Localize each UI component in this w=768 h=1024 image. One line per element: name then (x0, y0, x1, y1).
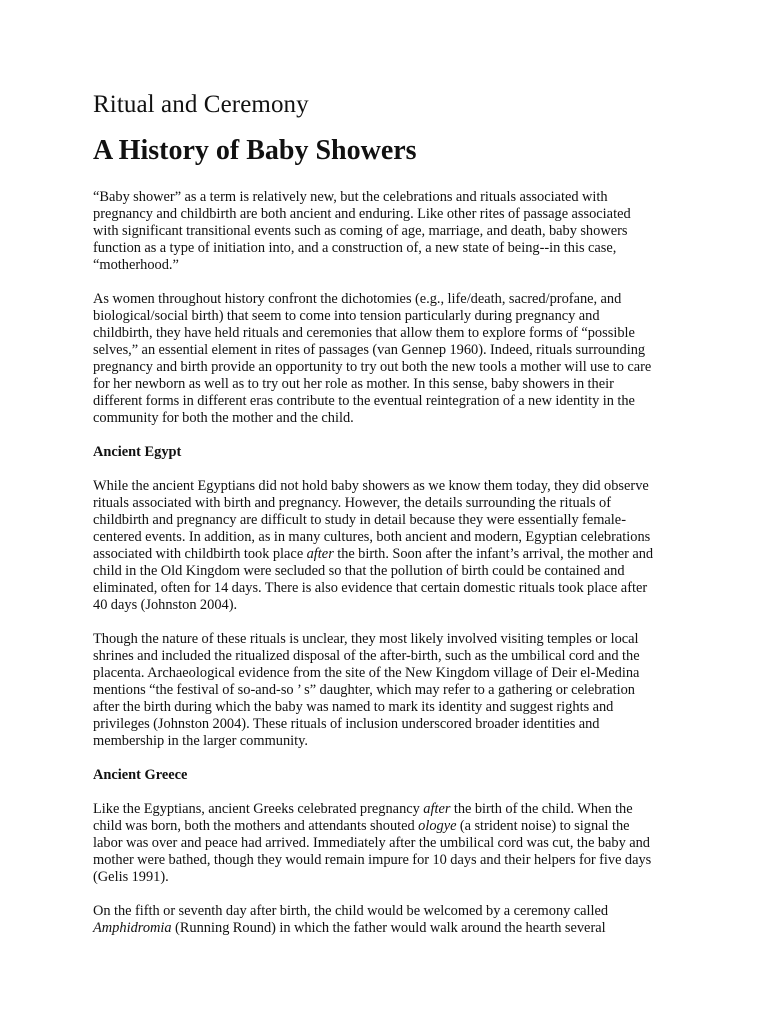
egypt-p1-text-a: While the ancient Egyptians did not hold baby showers as we know them today, they did observe rituals associated with birth and pregnancy. However, the details surrounding the rituals of childbirth and pregnancy are difficult to study in detail because they were essentially female-centered events. In addition, as in many cultures, both ancient and modern, Egyptian celebrations associated with childbirth took place (93, 478, 651, 562)
egypt-paragraph-2: Though the nature of these rituals is unclear, they most likely involved visiting temples or local shrines and included the ritualized disposal of the after-birth, such as the umbilical cord and the placenta. Archaeological evidence from the site of the New Kingdom village of Deir el-Medina mentions “the festival of so-and-so ’ s” daughter, which may refer to a gathering or celebration after the birth during which the baby was named to mark its identity and suggest rights and privileges (Johnston 2004). These rituals of inclusion underscored broader identities and membership in the larger community. (93, 631, 640, 749)
greece-p1-emphasis-1: after (423, 801, 451, 817)
intro-paragraph-1: “Baby shower” as a term is relatively new, but the celebrations and rituals associated with pregnancy and childbirth are both ancient and enduring. Like other rites of passage associated with significant transitional events such as coming of age, marriage, and death, baby showers function as a type of initiation into, and a construction of, a new state of being--in this case, “motherhood.” (93, 189, 631, 273)
intro-paragraph-2: As women throughout history confront the dichotomies (e.g., life/death, sacred/profane, and biological/social birth) that seem to come into tension particularly during pregnancy and childbirth, they have held rituals and ceremonies that allow them to explore forms of “possible selves,” an essential element in rites of passages (van Gennep 1960). Indeed, rituals surrounding pregnancy and birth provide an opportunity to try out both the new tools a mother will use to care for her newborn as well as to try out her role as mother. In this sense, baby showers in their different forms in different eras contribute to the eventual reintegration of a new identity in the community for both the mother and the child. (93, 291, 652, 426)
page-title: A History of Baby Showers (93, 135, 417, 166)
greece-p1-emphasis-2: ologye (418, 818, 457, 834)
egypt-p1-emphasis: after (306, 546, 334, 562)
heading-ancient-greece: Ancient Greece (93, 767, 188, 783)
egypt-p1-text-b: the birth. Soon after the infant’s arrival, the mother and child in the Old Kingdom were secluded so that the pollution of birth could be contained and eliminated, often for 14 days. There is also evidence that certain domestic rituals took place after 40 days (Johnston 2004). (93, 546, 654, 613)
heading-ancient-egypt: Ancient Egypt (93, 444, 182, 460)
greece-p1-text-c: (a strident noise) to signal the labor was over and peace had arrived. Immediately after the umbilical cord was cut, the baby and mother were bathed, though they would remain impure for 10 days and their helpers for five days (Gelis 1991). (93, 818, 652, 885)
greece-p2-emphasis: Amphidromia (93, 920, 172, 936)
greece-p1-text-a: Like the Egyptians, ancient Greeks celebrated pregnancy (93, 801, 424, 817)
greece-p1-text-b: the birth of the child. When the child was born, both the mothers and attendants shouted (93, 801, 633, 834)
greece-p2-text-a: On the fifth or seventh day after birth, the child would be welcomed by a ceremony called (93, 903, 609, 919)
greece-paragraph-2 (93, 903, 655, 937)
section-kicker: Ritual and Ceremony (93, 91, 309, 118)
greece-paragraph-1 (93, 801, 655, 886)
egypt-paragraph-1 (93, 478, 655, 614)
document-page (93, 88, 655, 954)
greece-p2-text-b: (Running Round) in which the father would walk around the hearth several (171, 920, 606, 936)
